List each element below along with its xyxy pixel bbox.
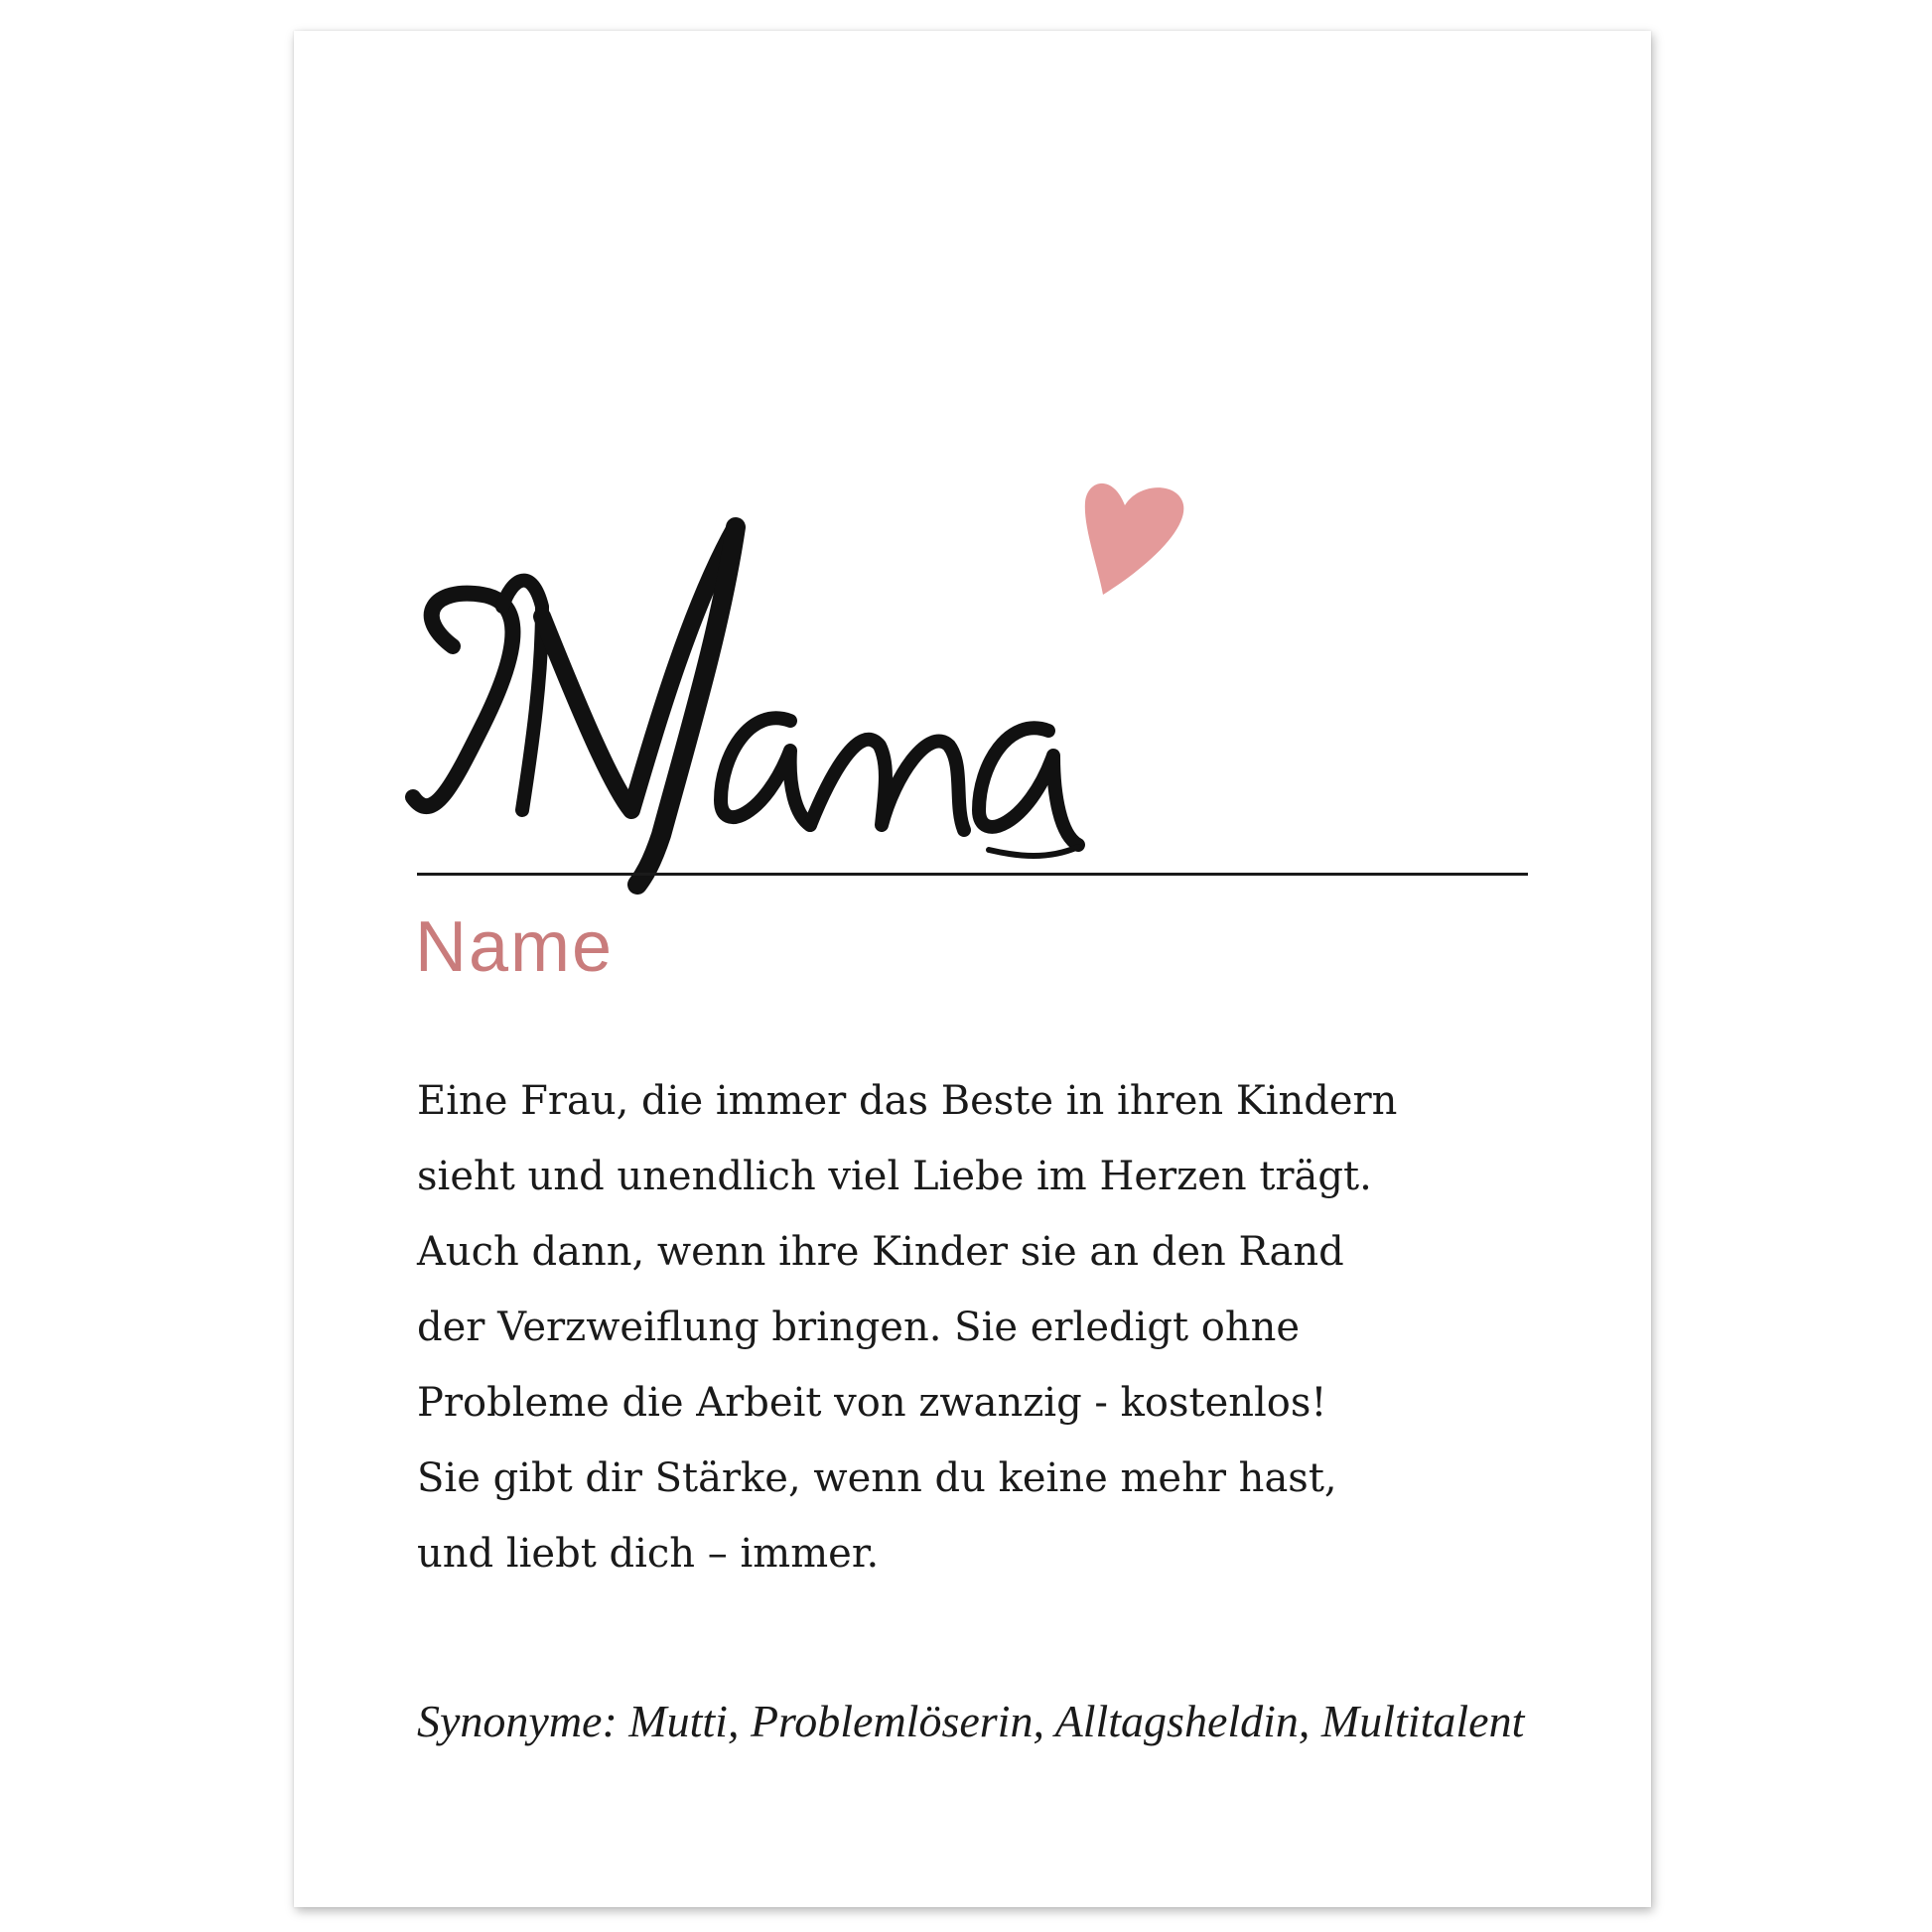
poster: [294, 31, 1651, 1907]
heart-icon: [1083, 478, 1192, 597]
divider-line: [417, 873, 1528, 876]
synonyms-text: Synonyme: Mutti, Problemlöserin, Alltagsheldin, Multitalent: [417, 1696, 1525, 1746]
definition-text: [417, 1063, 1559, 1591]
definition-line: und liebt dich – immer.: [417, 1531, 880, 1577]
word-class-label: Name: [415, 907, 615, 987]
title-lettering: [393, 468, 1148, 895]
definition-line: Sie gibt dir Stärke, wenn du keine mehr hast,: [417, 1455, 1337, 1501]
definition-line: Auch dann, wenn ihre Kinder sie an den Rand: [417, 1229, 1344, 1275]
mama-script-title: [393, 468, 1148, 895]
definition-line: der Verzweiflung bringen. Sie erledigt ohne: [417, 1305, 1301, 1350]
definition-line: Probleme die Arbeit von zwanzig - kostenlos!: [417, 1380, 1327, 1426]
definition-line: sieht und unendlich viel Liebe im Herzen trägt.: [417, 1154, 1372, 1199]
definition-line: Eine Frau, die immer das Beste in ihren Kindern: [417, 1078, 1398, 1124]
